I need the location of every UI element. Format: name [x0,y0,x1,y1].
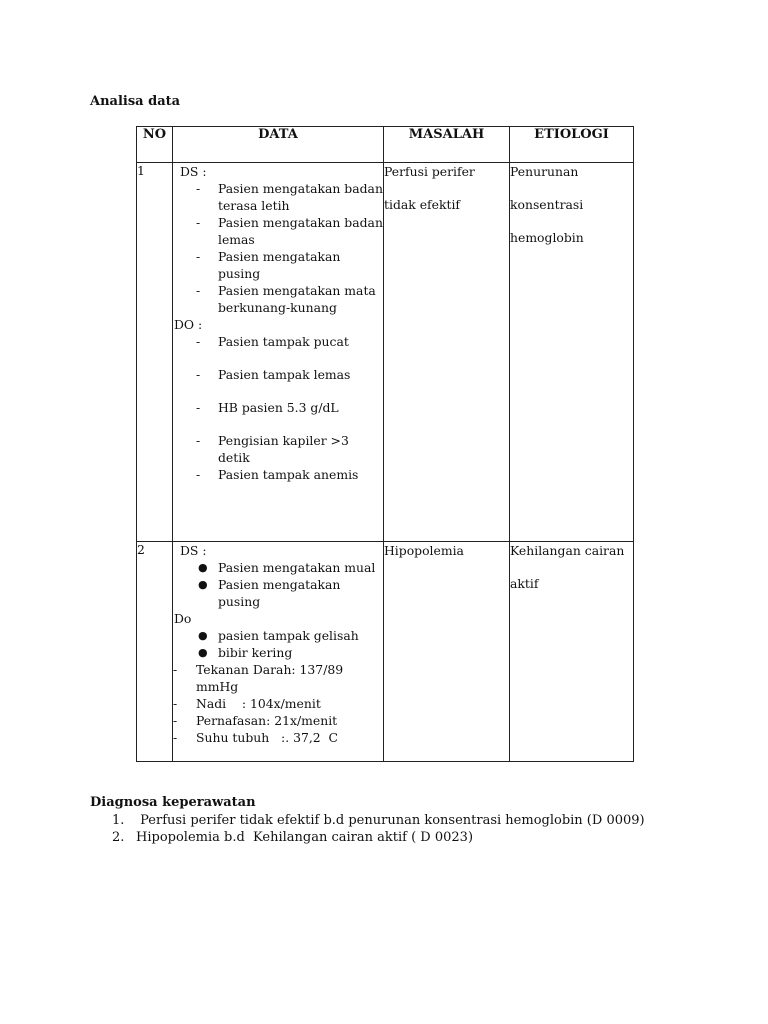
vital-sign: - Nadi : 104x/menit [173,696,321,711]
list-item: - Pasien mengatakan badan lemas [196,215,383,247]
do-label: Do [174,611,192,626]
etiologi-cell [510,163,634,542]
ds-label: DS : [180,164,207,179]
masalah-line: Hipopolemia [384,543,464,558]
masalah-line: tidak efektif [384,197,460,212]
diagnosa-list [112,812,645,846]
vital-sign: - Pernafasan: 21x/menit [173,713,338,728]
etiologi-cell [510,542,634,762]
analisa-data-table [136,126,634,762]
bullet-icon: ● [198,578,208,591]
row-number: 1 [137,163,173,542]
analisa-data-heading: Analisa data [90,94,181,109]
row-number: 2 [137,542,173,762]
vital-sign: - Tekanan Darah: 137/89 mmHg [173,662,344,694]
data-cell [173,542,384,762]
ds-label: DS : [180,543,207,558]
masalah-cell [384,542,510,762]
list-item: - Pengisian kapiler >3 detik [196,433,349,465]
data-cell [173,163,384,542]
list-item: - Pasien tampak pucat [196,334,349,349]
list-item: - Pasien tampak lemas [196,367,351,382]
do-label: DO : [174,317,203,332]
masalah-line: Perfusi perifer [384,164,475,179]
list-item: - Pasien mengatakan mata berkunang-kunang [196,283,376,315]
diagnosa-heading: Diagnosa keperawatan [90,795,256,810]
bullet-icon: ● [198,561,208,574]
etiologi-line: Penurunan [510,164,579,179]
table-row [137,542,634,762]
list-item: - Pasien mengatakan pusing [196,249,341,281]
list-item: - Pasien tampak anemis [196,467,359,482]
diagnosa-item: 2. Hipopolemia b.d Kehilangan cairan aktif ( D 0023) [112,830,474,845]
list-item: ● pasien tampak gelisah [198,628,359,643]
vital-sign: - Suhu tubuh :. 37,2 C [173,730,339,745]
bullet-icon: ● [198,646,208,659]
header-no: NO [137,127,173,163]
etiologi-line: konsentrasi [510,197,584,212]
bullet-icon: ● [198,629,208,642]
etiologi-line: Kehilangan cairan [510,543,625,558]
list-item: - Pasien mengatakan badan terasa letih [196,181,383,213]
etiologi-line: aktif [510,576,539,591]
list-item: - HB pasien 5.3 g/dL [196,400,339,415]
etiologi-line: hemoglobin [510,230,584,245]
list-item: ● Pasien mengatakan pusing [198,577,341,609]
table-header-row [137,127,634,163]
header-data: DATA [173,127,384,163]
table-row [137,163,634,542]
header-etiologi: ETIOLOGI [510,127,634,163]
masalah-cell [384,163,510,542]
list-item: ● Pasien mengatakan mual [198,560,376,575]
header-masalah: MASALAH [384,127,510,163]
diagnosa-item: 1. Perfusi perifer tidak efektif b.d penurunan konsentrasi hemoglobin (D 0009) [112,813,645,828]
list-item: ● bibir kering [198,645,293,660]
